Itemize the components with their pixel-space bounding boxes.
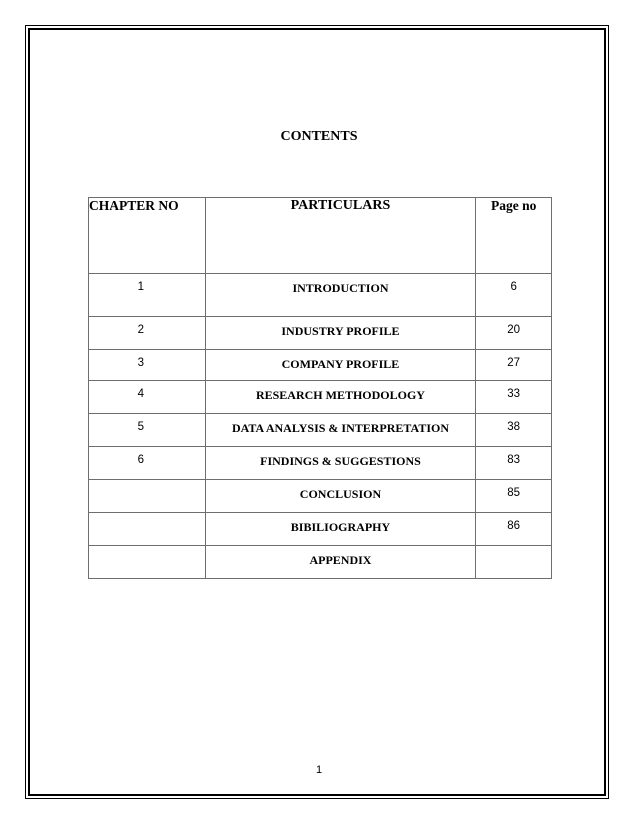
table-row: [89, 381, 552, 414]
chapter-number: [89, 513, 206, 546]
table-row: [89, 480, 552, 513]
chapter-number: 4: [89, 381, 206, 414]
page-ref: [476, 546, 552, 579]
table-row: [89, 350, 552, 381]
page-ref: 20: [476, 317, 552, 350]
chapter-title: COMPANY PROFILE: [205, 350, 476, 381]
chapter-number: [89, 480, 206, 513]
header-chapter-no: CHAPTER NO: [89, 198, 206, 274]
page-ref: 27: [476, 350, 552, 381]
page-ref: 83: [476, 447, 552, 480]
table-row: [89, 274, 552, 317]
chapter-number: 3: [89, 350, 206, 381]
chapter-title: INDUSTRY PROFILE: [205, 317, 476, 350]
header-page-no: Page no: [476, 198, 552, 274]
chapter-number: 2: [89, 317, 206, 350]
page-ref: 6: [476, 274, 552, 317]
table-row: [89, 513, 552, 546]
chapter-title: CONCLUSION: [205, 480, 476, 513]
chapter-title: INTRODUCTION: [205, 274, 476, 317]
page-ref: 38: [476, 414, 552, 447]
page-number: 1: [315, 764, 323, 776]
page-ref: 85: [476, 480, 552, 513]
chapter-number: 6: [89, 447, 206, 480]
chapter-number: 1: [89, 274, 206, 317]
table-row: [89, 414, 552, 447]
table-row: [89, 546, 552, 579]
contents-table: [88, 197, 552, 579]
chapter-title: RESEARCH METHODOLOGY: [205, 381, 476, 414]
page-ref: 33: [476, 381, 552, 414]
chapter-number: 5: [89, 414, 206, 447]
table-row: [89, 317, 552, 350]
chapter-number: [89, 546, 206, 579]
table-row: [89, 447, 552, 480]
chapter-title: APPENDIX: [205, 546, 476, 579]
chapter-title: FINDINGS & SUGGESTIONS: [205, 447, 476, 480]
page-title: CONTENTS: [280, 129, 358, 144]
chapter-title: BIBILIOGRAPHY: [205, 513, 476, 546]
header-particulars: PARTICULARS: [205, 198, 476, 274]
table-header-row: [89, 198, 552, 274]
chapter-title: DATA ANALYSIS & INTERPRETATION: [205, 414, 476, 447]
page-ref: 86: [476, 513, 552, 546]
